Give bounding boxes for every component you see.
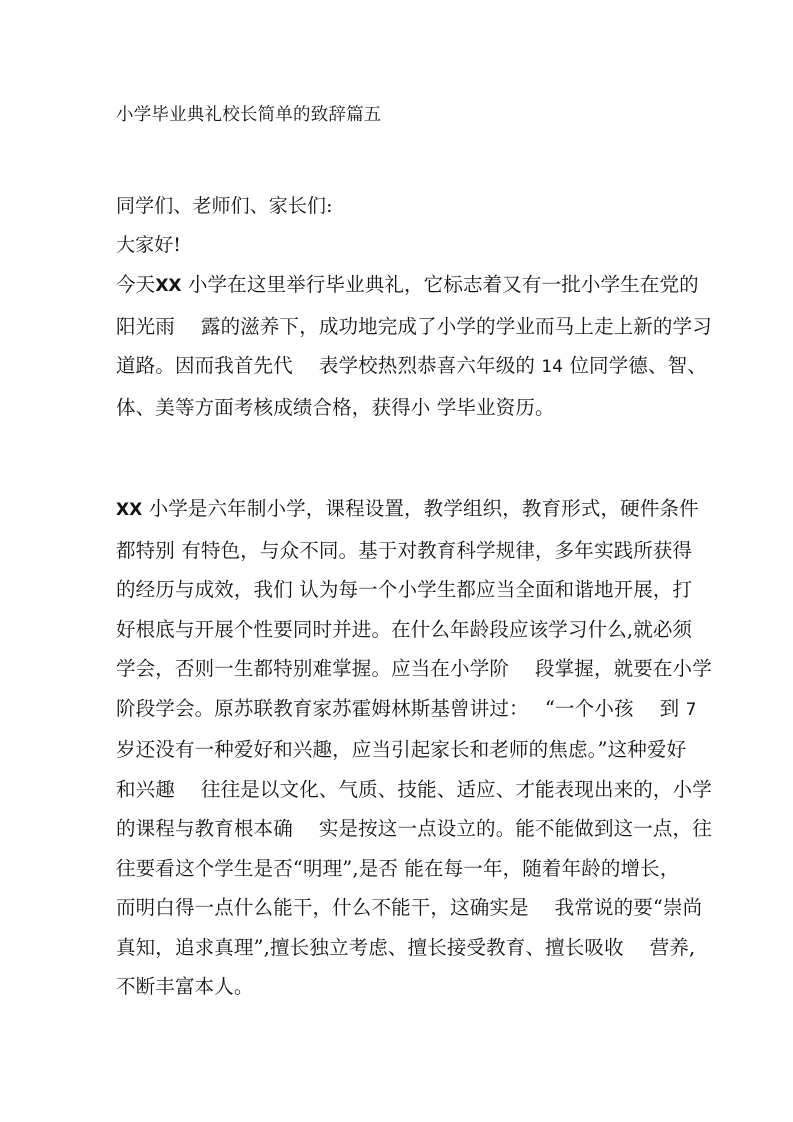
text-line: [116, 531, 693, 571]
latin-text-run: XX: [155, 276, 182, 296]
text-run: 好根底与开展个性要同时并进。在什么年龄段应该学习什么,就必须: [116, 617, 693, 641]
text-line: [116, 689, 697, 731]
text-run: 阳光雨 露的滋养下，成功地完成了小学的学业而马上走上新的学习: [116, 314, 712, 338]
text-run: 都特别 有特色，与众不同。基于对教育科学规律，多年实践所获得: [116, 538, 693, 562]
text-run: 而明白得一点什么能干，什么不能干，这确实是 我常说的要“崇尚: [116, 896, 703, 919]
text-line: [116, 770, 712, 810]
text-run: 小学在这里举行毕业典礼，它标志着又有一批小学生在党的: [181, 273, 699, 296]
text-run: 位同学德、智、: [563, 354, 707, 377]
text-line: [116, 928, 696, 968]
text-run: 真知，追求真理”,擅长独立考虑、擅长接受教育、擅长吸收 营养,: [116, 935, 696, 959]
text-run: 体、美等方面考核成绩合格，获得小 学毕业资历。: [116, 395, 555, 419]
paragraph-2: [116, 489, 712, 1007]
latin-text-run: 14: [541, 357, 563, 377]
text-line: [116, 346, 707, 388]
text-run: 学会，否则一生都特别难掌握。应当在小学阶 段掌握，就要在小学: [116, 657, 712, 680]
latin-text-run: 7: [685, 699, 697, 720]
text-run: 的经历与成效，我们 认为每一个小学生都应当全面和谐地开展，打: [116, 578, 693, 601]
text-line: [116, 388, 680, 428]
title-spacer: [116, 130, 680, 187]
text-line: [116, 849, 680, 889]
text-run: 岁还没有一种爱好和兴趣，应当引起家长和老师的焦虑。”这种爱好: [116, 738, 687, 761]
text-line: [116, 265, 699, 307]
latin-text-run: XX: [116, 500, 143, 520]
text-line: [116, 967, 680, 1007]
text-line: [116, 730, 687, 770]
document-body: [116, 100, 712, 1007]
text-line: [116, 888, 703, 928]
paragraph-1: [116, 265, 712, 427]
text-run: 往要看这个学生是否“明理”,是否 能在每一年，随着年龄的增长，: [116, 856, 680, 880]
salutation-line-1: 同学们、老师们、家长们:: [116, 195, 333, 217]
text-line: [116, 809, 712, 849]
paragraph-spacer: [116, 427, 680, 489]
text-run: 小学是六年制小学，课程设置，教学组织，教育形式，硬件条件: [142, 497, 699, 520]
text-line: [116, 307, 712, 347]
salutation-line-2: 大家好!: [116, 234, 182, 256]
text-run: 不断丰富本人。: [116, 975, 254, 998]
text-line: [116, 489, 699, 531]
text-run: 今天: [116, 273, 156, 296]
text-run: 道路。因而我首先代 表学校热烈恭喜六年级的: [116, 354, 542, 377]
text-line: [116, 610, 693, 650]
text-run: 阶段学会。原苏联教育家苏霍姆林斯基曾讲过： “一个小孩 到: [116, 696, 686, 720]
text-run: 和兴趣 往往是以文化、气质、技能、适应、才能表现出来的，小学: [116, 777, 712, 801]
text-line: [116, 649, 712, 689]
text-run: 的课程与教育根本确 实是按这一点设立的。能不能做到这一点，往: [116, 817, 712, 840]
text-line: [116, 570, 693, 610]
page-title: 小学毕业典礼校长简单的致辞篇五: [116, 105, 382, 125]
